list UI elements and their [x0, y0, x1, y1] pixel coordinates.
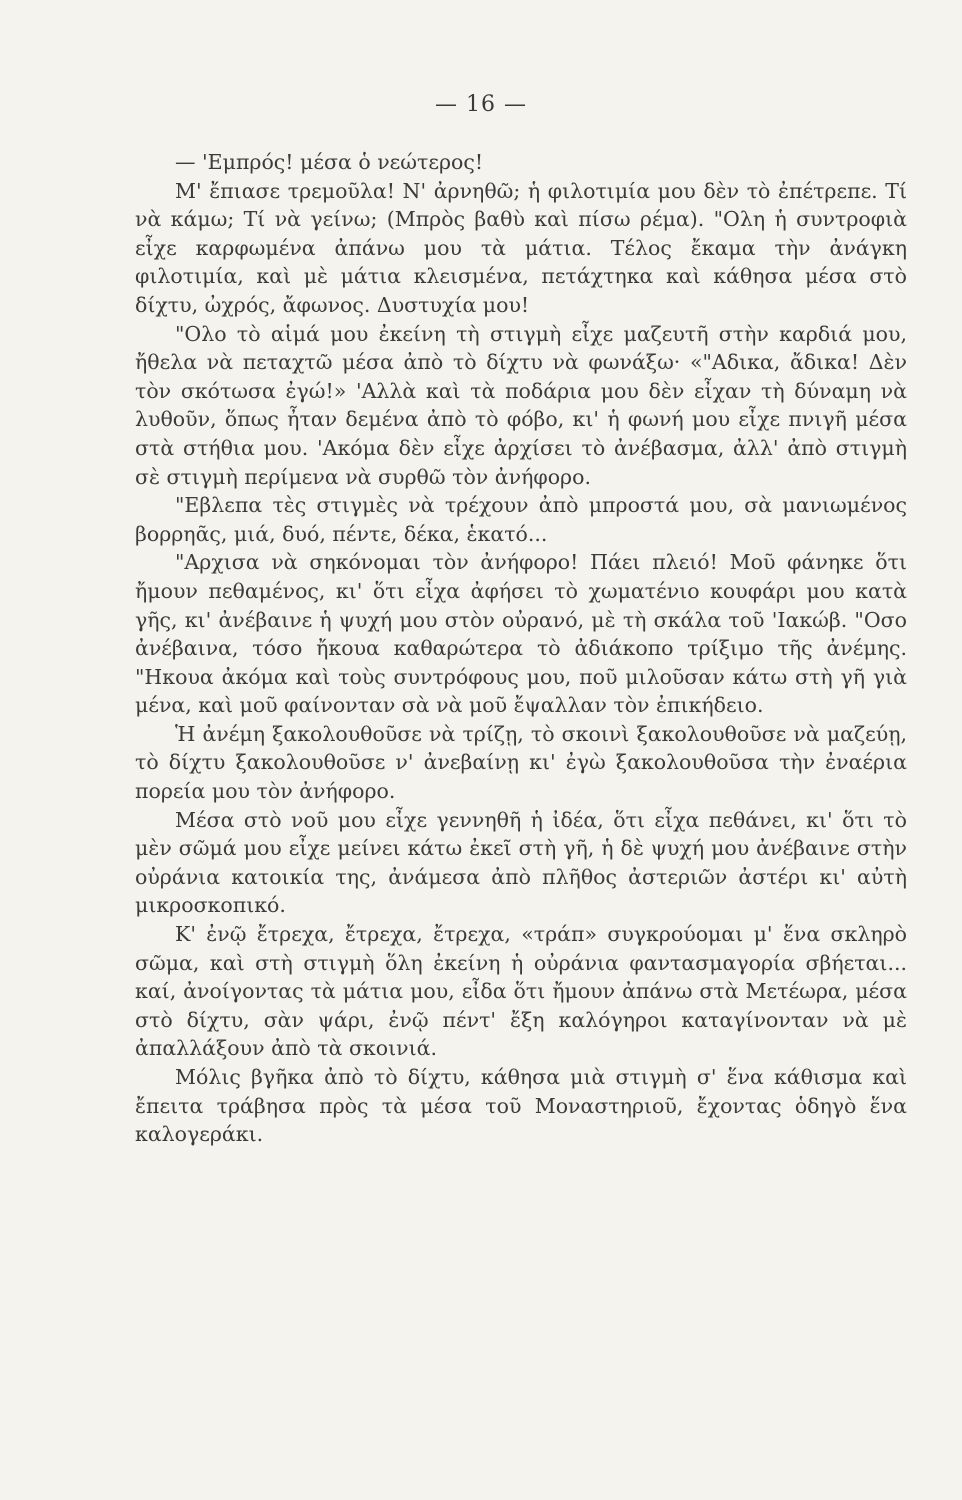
paragraph: Μ' ἔπιασε τρεμοῦλα! Ν' ἀρνηθῶ; ἡ φιλοτιμία μου δὲν τὸ ἐπέτρεπε. Τί νὰ κάμω; Τί νὰ γείνω; (Μπρὸς βαθὺ καὶ πίσω ρέμα). "Ολη ἡ συντροφιὰ εἶχε καρφωμένα ἀπάνω μου τὰ μάτια. Τέλος ἔκαμα τὴν ἀνάγκη φιλοτιμία, καὶ μὲ μάτια κλεισμένα, πετάχτηκα καὶ κάθησα μέσα στὸ δίχτυ, ὠχρός, ἄφωνος. Δυστυχία μου!	[135, 178, 907, 317]
paragraph: Μέσα στὸ νοῦ μου εἶχε γεννηθῆ ἡ ἰδέα, ὅτι εἶχα πεθάνει, κι' ὅτι τὸ μὲν σῶμά μου εἶχε μείνει κάτω ἐκεῖ στὴ γῆ, ἡ δὲ ψυχή μου ἀνέβαινε στὴν οὐράνια κατοικία της, ἀνάμεσα ἀπὸ πλῆθος ἀστεριῶν ἀστέρι κι' αὐτὴ μικροσκοπικό.	[135, 807, 907, 918]
paragraph: — 'Εμπρός! μέσα ὁ νεώτερος!	[175, 150, 484, 174]
paragraph: "Εβλεπα τὲς στιγμὲς νὰ τρέχουν ἀπὸ μπροστά μου, σὰ μανιωμένος βορρηᾶς, μιά, δυό, πέντε, δέκα, ἑκατό...	[135, 493, 907, 546]
paragraph: "Ολο τὸ αἱμά μου ἐκείνη τὴ στιγμὴ εἶχε μαζευτῆ στὴν καρδιά μου, ἤθελα νὰ πεταχτῶ μέσα ἀπὸ τὸ δίχτυ νὰ φωνάξω· «"Αδικα, ἄδικα! Δὲν τὸν σκότωσα ἐγώ!» 'Αλλὰ καὶ τὰ ποδάρια μου δὲν εἶχαν τὴ δύναμη νὰ λυθοῦν, ὅπως ἦταν δεμένα ἀπὸ τὸ φόβο, κι' ἡ φωνή μου εἶχε πνιγῆ μέσα στὰ στήθια μου. 'Ακόμα δὲν εἶχε ἀρχίσει τὸ ἀνέβασμα, ἀλλ' ἀπὸ στιγμὴ σὲ στιγμὴ περίμενα νὰ συρθῶ τὸν ἀνήφορο.	[135, 321, 907, 489]
paragraph: Ἡ ἀνέμη ξακολουθοῦσε νὰ τρίζῃ, τὸ σκοινὶ ξακολουθοῦσε νὰ μαζεύῃ, τὸ δίχτυ ξακολουθοῦσε ν' ἀνεβαίνῃ κι' ἐγὼ ξακολουθοῦσα τὴν ἐναέρια πορεία μου τὸν ἀνήφορο.	[135, 721, 907, 804]
paragraph: "Αρχισα νὰ σηκόνομαι τὸν ἀνήφορο! Πάει πλειό! Μοῦ φάνηκε ὅτι ἤμουν πεθαμένος, κι' ὅτι εἶχα ἀφήσει τὸ χωματένιο κουφάρι μου κατὰ γῆς, κι' ἀνέβαινε ἡ ψυχή μου στὸν οὐρανό, μὲ τὴ σκάλα τοῦ 'Ιακώβ. "Οσο ἀνέβαινα, τόσο ἤκουα καθαρώτερα τὸ ἀδιάκοπο τρίξιμο τῆς ἀνέμης. "Ηκουα ἀκόμα καὶ τοὺς συντρόφους μου, ποῦ μιλοῦσαν κάτω στὴ γῆ γιὰ μένα, καὶ μοῦ φαίνονταν σὰ νὰ μοῦ ἔψαλλαν τὸν ἐπικήδειο.	[135, 550, 907, 718]
paragraph: Μόλις βγῆκα ἀπὸ τὸ δίχτυ, κάθησα μιὰ στιγμὴ σ' ἕνα κάθισμα καὶ ἔπειτα τράβησα πρὸς τὰ μέσα τοῦ Μοναστηριοῦ, ἔχοντας ὁδηγὸ ἕνα καλογεράκι.	[135, 1065, 907, 1147]
body-text	[135, 148, 907, 1149]
page-number: — 16 —	[435, 92, 527, 117]
paragraph: Κ' ἐνῷ ἔτρεχα, ἔτρεχα, ἔτρεχα, «τράπ» συγκρούομαι μ' ἕνα σκληρὸ σῶμα, καὶ στὴ στιγμὴ ὅλη ἐκείνη ἡ οὐράνια φαντασμαγορία σβήεται... καί, ἀνοίγοντας τὰ μάτια μου, εἶδα ὅτι ἤμουν ἀπάνω στὰ Μετέωρα, μέσα στὸ δίχτυ, σὰν ψάρι, ἐνῷ πέντ' ἔξη καλόγηροι καταγίνονταν νὰ μὲ ἀπαλλάξουν ἀπὸ τὰ σκοινιά.	[135, 922, 907, 1061]
